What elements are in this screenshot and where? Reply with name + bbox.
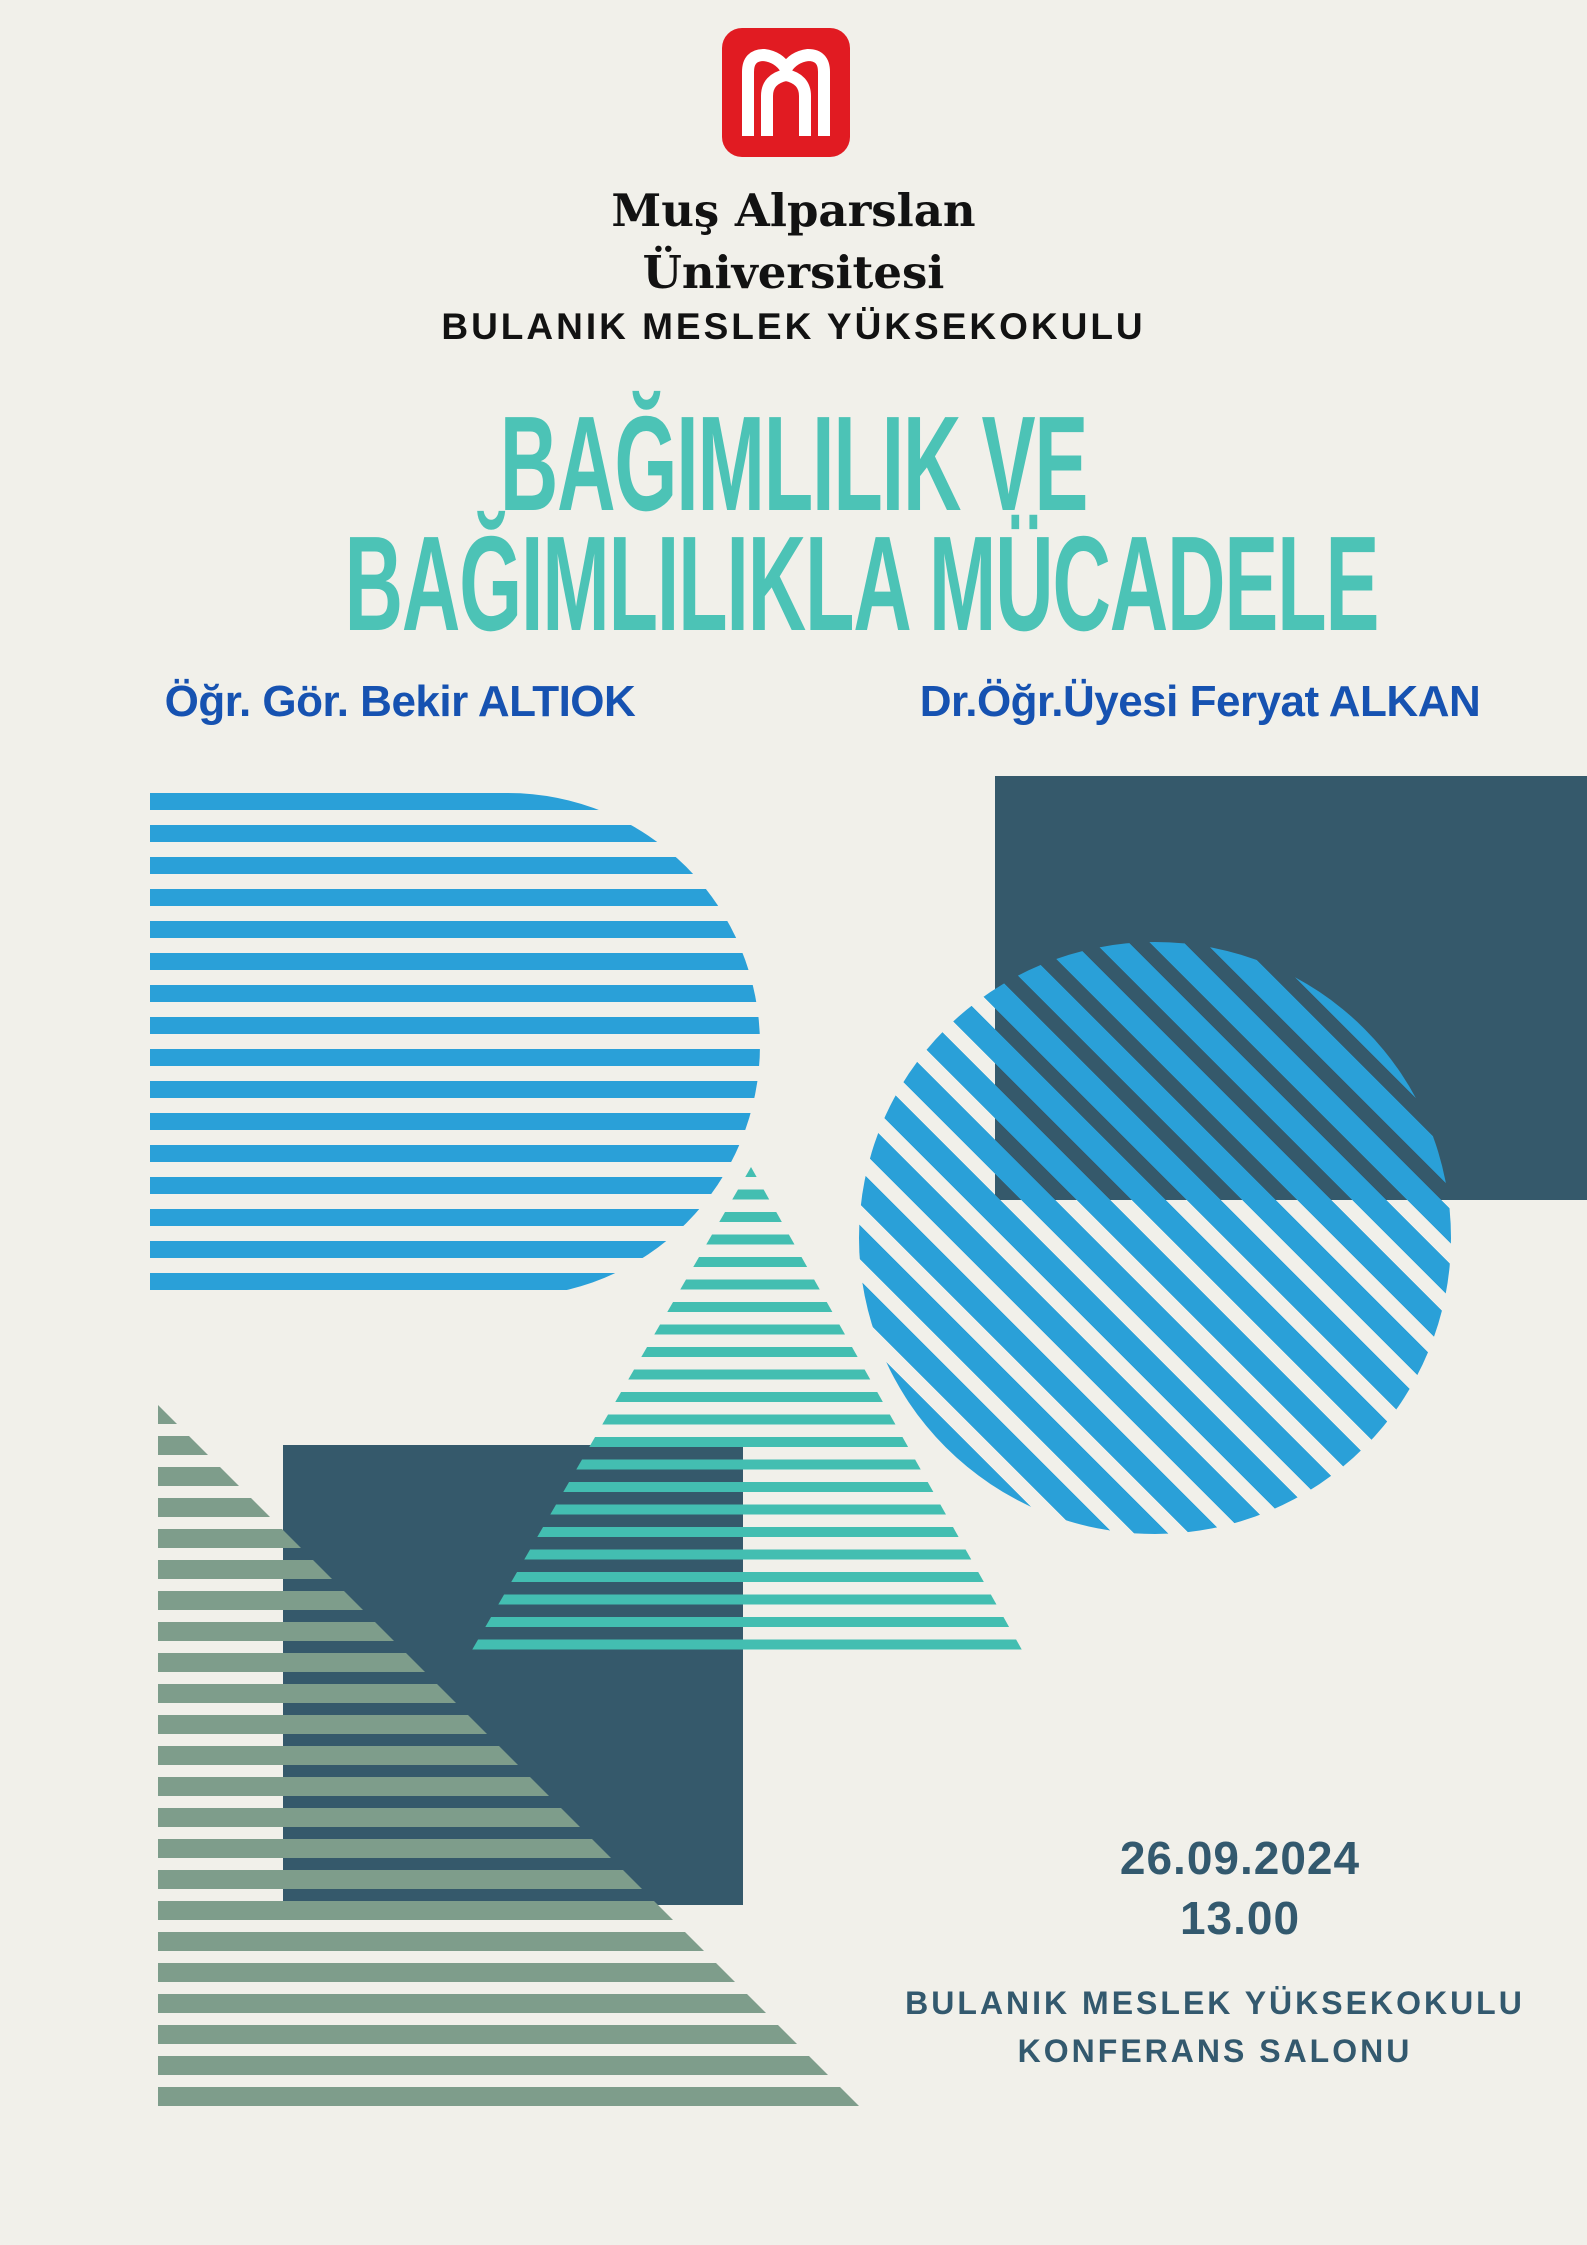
striped-halfcircle-shape	[150, 793, 760, 1297]
poster-title-line2-text: BAĞIMLILIKLA MÜCADELE	[344, 508, 1379, 659]
diagonal-striped-circle-shape	[859, 942, 1451, 1534]
event-time: 13.00	[1179, 1892, 1301, 1944]
poster-title-line1-text: BAĞIMLILIK VE	[499, 388, 1088, 539]
event-date: 26.09.2024	[1119, 1832, 1361, 1884]
speaker-name-right: Dr.Öğr.Üyesi Feryat ALKAN	[919, 677, 1481, 726]
university-name-line2: Üniversitesi	[642, 246, 945, 299]
school-name: BULANIK MESLEK YÜKSEKOKULU	[441, 306, 1146, 347]
university-logo-icon	[722, 28, 850, 157]
venue-line2: KONFERANS SALONU	[1017, 2033, 1413, 2069]
venue-line1: BULANIK MESLEK YÜKSEKOKULU	[905, 1985, 1525, 2021]
speaker-name-left: Öğr. Gör. Bekir ALTIOK	[164, 677, 636, 726]
poster-title-line2	[0, 508, 1587, 659]
university-name-line1: Muş Alparslan	[611, 184, 976, 237]
